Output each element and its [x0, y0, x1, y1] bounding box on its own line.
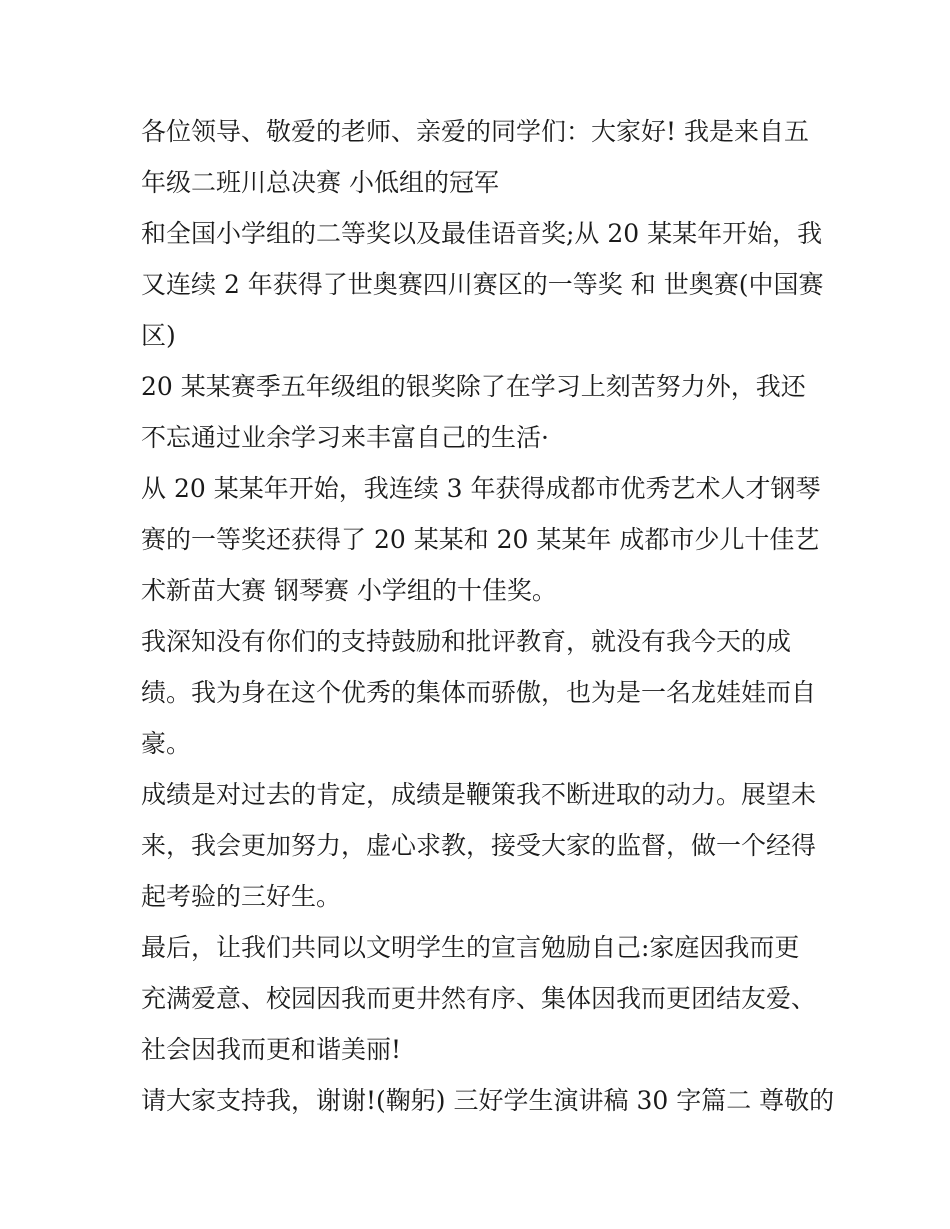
- text-line: 豪。: [141, 729, 192, 758]
- text-line: 从 20 某某年开始，我连续 3 年获得成都市优秀艺术人才钢琴: [141, 474, 821, 503]
- text-line: 起考验的三好生。: [141, 882, 342, 911]
- text-line: 年级二班川总决赛 小低组的冠军: [141, 168, 499, 197]
- text-line: 20 某某赛季五年级组的银奖除了在学习上刻苦努力外，我还: [141, 372, 806, 401]
- text-line: 又连续 2 年获得了世奥赛四川赛区的一等奖 和 世奥赛(中国赛: [141, 270, 824, 299]
- text-line: 绩。我为身在这个优秀的集体而骄傲，也为是一名龙娃娃而自: [141, 678, 817, 707]
- text-line: 社会因我而更和谐美丽!: [141, 1035, 402, 1064]
- text-line: 请大家支持我，谢谢!(鞠躬) 三好学生演讲稿 30 字篇二 尊敬的: [141, 1086, 835, 1115]
- text-line: 赛的一等奖还获得了 20 某某和 20 某某年 成都市少儿十佳艺: [141, 525, 820, 554]
- text-line: 术新苗大赛 钢琴赛 小学组的十佳奖。: [141, 576, 557, 605]
- text-line: 充满爱意、校园因我而更井然有序、集体因我而更团结友爱、: [141, 984, 817, 1013]
- text-line: 来，我会更加努力，虚心求教，接受大家的监督，做一个经得: [141, 831, 817, 860]
- document-body: [141, 106, 835, 1126]
- text-line: 不忘通过业余学习来丰富自己的生活·: [141, 423, 549, 452]
- text-line: 区): [141, 321, 176, 350]
- text-line: 各位领导、敬爱的老师、亲爱的同学们：大家好! 我是来自五: [141, 117, 809, 146]
- text-line: 成绩是对过去的肯定，成绩是鞭策我不断进取的动力。展望未: [141, 780, 817, 809]
- text-line: 我深知没有你们的支持鼓励和批评教育，就没有我今天的成: [141, 627, 792, 656]
- text-line: 最后，让我们共同以文明学生的宣言勉励自己:家庭因我而更: [141, 933, 800, 962]
- text-line: 和全国小学组的二等奖以及最佳语音奖;从 20 某某年开始，我: [141, 219, 823, 248]
